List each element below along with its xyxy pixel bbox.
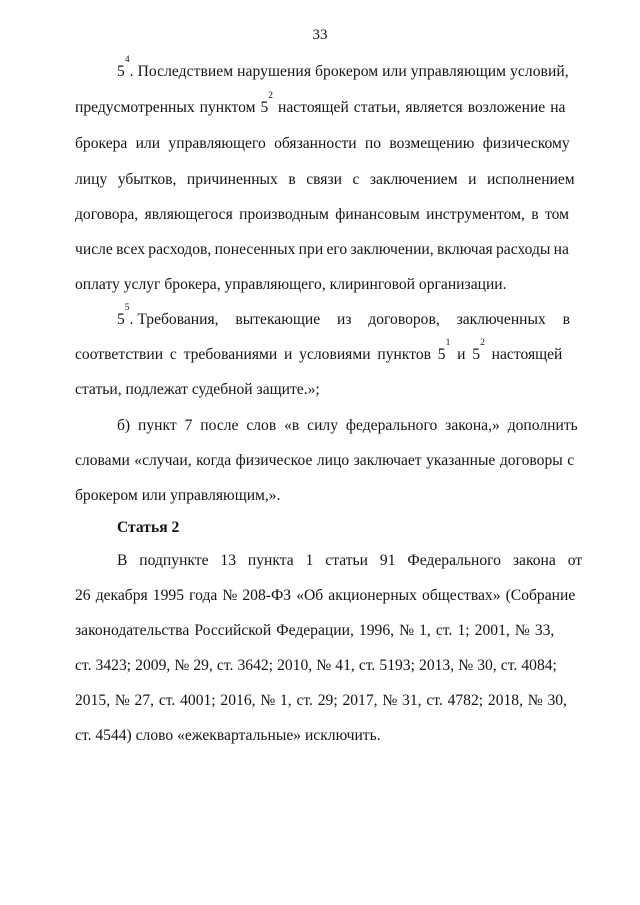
p55-line-3: статьи, подлежат судебной защите.»; — [75, 381, 320, 398]
p55-word-2: вытекающие — [235, 311, 321, 328]
p54-line-6: числе всех расходов, понесенных при его заключении, включая расходы на — [75, 241, 569, 258]
p54-lead-sup: 4 — [124, 55, 130, 65]
p55-line2-b: и 5 — [450, 346, 481, 363]
p55-line2-sup2: 2 — [480, 338, 485, 348]
p54-line1-text: . Последствием нарушения брокером или управляющим условий, — [129, 63, 569, 80]
p55-word-5: заключенных — [456, 311, 546, 328]
p55-word-6: в — [562, 311, 570, 328]
p54-line-2 — [75, 91, 566, 118]
p54-line-4: лицу убытков, причиненных в связи с заключением и исполнением — [75, 171, 575, 188]
p55-line-2 — [75, 338, 563, 365]
p54-line2-a: предусмотренных пунктом 5 — [75, 99, 269, 116]
p54-line2-b: настоящей статьи, является возложение на — [273, 99, 566, 116]
p54-line2-sup: 2 — [268, 91, 274, 101]
article2-line-2: 26 декабря 1995 года № 208-ФЗ «Об акционерных обществах» (Собрание — [75, 587, 576, 604]
p55-lead-base: 5 — [117, 311, 125, 328]
p55-line-1 — [117, 303, 570, 330]
page-number: 33 — [312, 27, 328, 43]
article2-line-6: ст. 4544) слово «ежеквартальные» исключить. — [75, 727, 381, 744]
p55-word-1 — [117, 303, 219, 330]
article2-line-4: ст. 3423; 2009, № 29, ст. 3642; 2010, № 41, ст. 5193; 2013, № 30, ст. 4084; — [75, 657, 557, 674]
pb-line-2: словами «случаи, когда физическое лицо заключает указанные договоры с — [75, 452, 575, 469]
p55-line2-a: соответствии с требованиями и условиями пунктов 5 — [75, 346, 446, 363]
article2-line-3: законодательства Российской Федерации, 1996, № 1, ст. 1; 2001, № 33, — [75, 622, 555, 639]
p54-lead-base: 5 — [117, 63, 125, 80]
p54-line-1 — [117, 55, 570, 82]
p54-line-5: договора, являющегося производным финансовым инструментом, в том — [75, 206, 570, 223]
p54-line-3: брокера или управляющего обязанности по возмещению физическому — [75, 135, 570, 152]
article2-line-5: 2015, № 27, ст. 4001; 2016, № 1, ст. 29; 2017, № 31, ст. 4782; 2018, № 30, — [75, 692, 567, 709]
p55-line2-c: настоящей — [484, 346, 563, 363]
p55-lead-sup: 5 — [124, 303, 130, 313]
article2-line-1: В подпункте 13 пункта 1 статьи 91 Федерального закона от — [117, 552, 583, 569]
p55-line2-sup1: 1 — [445, 338, 451, 348]
pb-line-3: брокером или управляющим,». — [75, 487, 281, 504]
pb-line-1: б) пункт 7 после слов «в силу федерального закона,» дополнить — [117, 417, 578, 434]
p55-word-4: договоров, — [368, 311, 440, 328]
p54-line-7: оплату услуг брокера, управляющего, клиринговой организации. — [75, 276, 507, 293]
article-2-heading: Статья 2 — [117, 519, 180, 536]
p55-word-3: из — [336, 311, 352, 328]
p55-word-1-text: . Требования, — [129, 311, 219, 328]
